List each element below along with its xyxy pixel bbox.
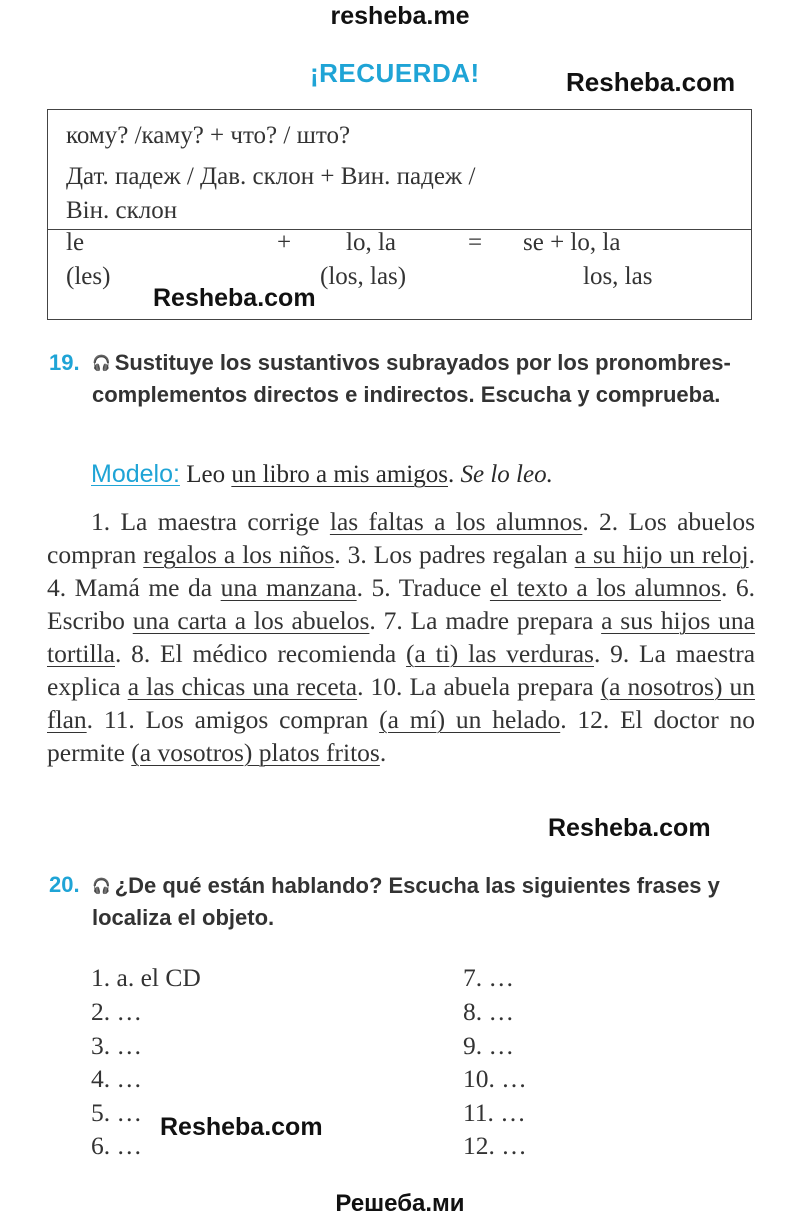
underlined-noun: a su hijo un reloj xyxy=(574,540,749,569)
sentence-text: 9. La maestra explica xyxy=(47,639,756,701)
list-item: 3. … xyxy=(91,1031,142,1060)
exercise-20-instruction xyxy=(92,870,758,933)
underlined-noun: a sus hijos una tortilla xyxy=(47,606,755,668)
punct: . xyxy=(114,639,122,668)
instruction-text: ¿De qué están hablando? Escucha las siguientes frases y localiza el objeto. xyxy=(92,873,720,930)
underlined-noun: el texto a los alumnos xyxy=(489,573,721,602)
list-item: 6. … xyxy=(91,1131,142,1160)
modelo-underlined: un libro a mis amigos xyxy=(231,461,448,488)
punct: . xyxy=(582,507,589,536)
list-item: 2. … xyxy=(91,997,142,1026)
sentence-text: 4. Mamá me da xyxy=(47,573,221,602)
punct: . xyxy=(357,672,364,701)
list-item: 7. … xyxy=(463,963,514,992)
punct: . xyxy=(379,738,387,767)
list-item: 8. … xyxy=(463,997,514,1026)
sentence-text: 3. Los padres regalan xyxy=(340,540,575,569)
watermark: Resheba.com xyxy=(548,814,711,842)
punct: . xyxy=(356,573,363,602)
modelo-text: Leo xyxy=(186,461,226,488)
list-item: 4. … xyxy=(91,1064,142,1093)
modelo-label: Modelo: xyxy=(91,460,180,488)
modelo-line xyxy=(91,458,553,491)
exercise-19-number: 19. xyxy=(49,350,80,375)
rule-lo-la: lo, la xyxy=(346,229,396,256)
headphones-icon: 🎧 xyxy=(92,355,111,372)
exercise-19-instruction xyxy=(92,347,758,410)
rule-se-lo-la: se + lo, la xyxy=(523,229,621,256)
list-item: 1. a. el CD xyxy=(91,963,201,992)
sentence-text: 8. El médico recomienda xyxy=(121,639,407,668)
exercise-19-sentences xyxy=(47,505,755,769)
sentence-text: 7. La madre prepara xyxy=(375,606,602,635)
rule-case-line: Дат. падеж / Дав. склон + Вин. падеж / xyxy=(66,163,476,190)
underlined-noun: regalos a los niños xyxy=(143,540,335,569)
watermark: Resheba.com xyxy=(566,67,736,97)
sentence-text: 11. Los amigos compran xyxy=(93,705,380,734)
punct: . xyxy=(334,540,341,569)
punct: . xyxy=(748,540,755,569)
instruction-text: Sustituye los sustantivos subrayados por los pronombres-complementos directos e indirectos. Escucha y comprueba. xyxy=(92,350,731,407)
sentence-text: 6. Escribo xyxy=(47,573,755,635)
rule-los-las-result: los, las xyxy=(583,263,653,290)
list-item: 10. … xyxy=(463,1064,527,1093)
rule-question-line: кому? /каму? + что? / што? xyxy=(66,122,351,149)
underlined-noun: una manzana xyxy=(220,573,357,602)
rule-les: (les) xyxy=(66,263,111,290)
exercise-20-number: 20. xyxy=(49,872,80,897)
underlined-noun: (a nosotros) un flan xyxy=(47,672,756,734)
underlined-noun: (a mí) un helado xyxy=(379,705,561,734)
modelo-dot: . xyxy=(447,461,455,488)
list-item: 5. … xyxy=(91,1098,142,1127)
rule-equals: = xyxy=(468,229,483,256)
list-item: 12. … xyxy=(463,1131,527,1160)
rule-los-las: (los, las) xyxy=(320,263,407,290)
watermark: Resheba.com xyxy=(160,1113,323,1141)
site-header: resheba.me xyxy=(330,2,470,30)
underlined-noun: las faltas a los alumnos xyxy=(329,507,583,536)
punct: . xyxy=(86,705,94,734)
punct: . xyxy=(593,639,601,668)
rule-divider xyxy=(47,229,752,230)
recuerda-title: ¡RECUERDA! xyxy=(310,58,480,88)
punct: . xyxy=(720,573,728,602)
sentence-text: 12. El doctor no permite xyxy=(47,705,755,767)
punct: . xyxy=(560,705,567,734)
underlined-noun: (a vosotros) platos fritos xyxy=(131,738,380,767)
modelo-answer: Se lo leo. xyxy=(460,461,553,488)
rule-le: le xyxy=(66,229,85,256)
sentence-text: 2. Los abuelos compran xyxy=(47,507,755,569)
site-footer: Решеба.ми xyxy=(335,1190,465,1217)
sentence-text: 1. La maestra corrige xyxy=(91,507,330,536)
underlined-noun: (a ti) las verduras xyxy=(406,639,594,668)
punct: . xyxy=(369,606,376,635)
rule-plus: + xyxy=(277,229,292,256)
rule-case-line-2: Він. склон xyxy=(66,197,178,224)
underlined-noun: a las chicas una receta xyxy=(127,672,358,701)
list-item: 9. … xyxy=(463,1031,514,1060)
headphones-icon: 🎧 xyxy=(92,878,111,895)
watermark: Resheba.com xyxy=(153,284,316,312)
list-item: 11. … xyxy=(463,1098,526,1127)
underlined-noun: una carta a los abuelos xyxy=(132,606,370,635)
sentence-text: 10. La abuela prepara xyxy=(363,672,601,701)
sentence-text: 5. Traduce xyxy=(363,573,490,602)
